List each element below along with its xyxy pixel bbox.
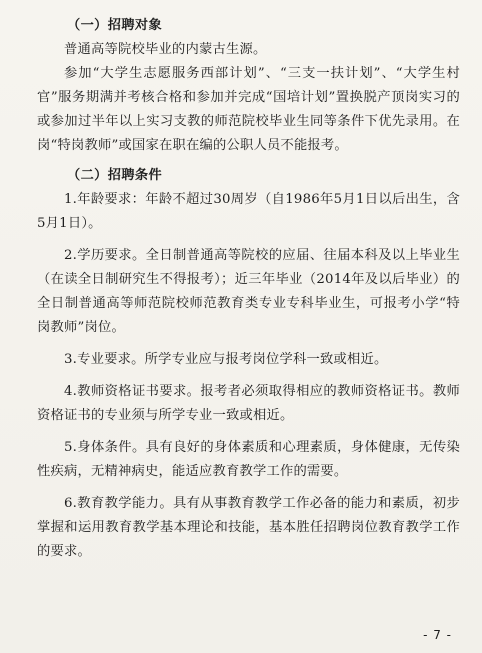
requirement-physical-condition: 5.身体条件。具有良好的身体素质和心理素质，身体健康，无传染性疾病，无精神病史，能适应教育教学工作的需要。 (37, 440, 460, 479)
requirement-teaching-ability: 6.教育教学能力。具有从事教育教学工作必备的能力和素质，初步掌握和运用教育教学基本理论和技能，基本胜任招聘岗位教育教学工作的要求。 (37, 496, 460, 559)
paragraph-gap (37, 428, 460, 436)
page-number: - 7 - (423, 628, 452, 642)
paragraph-gap (37, 484, 460, 492)
requirement-major: 3.专业要求。所学专业应与报考岗位学科一致或相近。 (64, 352, 388, 367)
section-1-paragraph-1: 普通高等院校毕业的内蒙古生源。 (64, 42, 267, 57)
paragraph-gap (37, 372, 460, 380)
paragraph-gap (37, 236, 460, 244)
requirement-age: 1.年龄要求：年龄不超过30周岁（自1986年5月1日以后出生，含5月1日）。 (37, 192, 460, 231)
paragraph-gap (37, 340, 460, 348)
section-1-heading: （一）招聘对象 (67, 18, 163, 33)
section-1-paragraph-2: 参加“大学生志愿服务西部计划”、“三支一扶计划”、“大学生村官”服务期满并考核合格和参加并完成“国培计划”置换脱产顶岗实习的或参加过半年以上实习支教的师范院校毕业生同等条件下优先录用。在岗“特岗教师”或国家在职在编的公职人员不能报考。 (37, 66, 460, 153)
section-2-heading: （二）招聘条件 (67, 168, 163, 183)
requirement-teacher-certificate: 4.教师资格证书要求。报考者必须取得相应的教师资格证书。教师资格证书的专业须与所学专业一致或相近。 (37, 384, 460, 423)
requirement-education: 2.学历要求。全日制普通高等院校的应届、往届本科及以上毕业生（在读全日制研究生不得报考）；近三年毕业（2014年及以后毕业）的全日制普通高等师范院校师范教育类专业专科毕业生，可报考小学“特岗教师”岗位。 (37, 248, 460, 335)
